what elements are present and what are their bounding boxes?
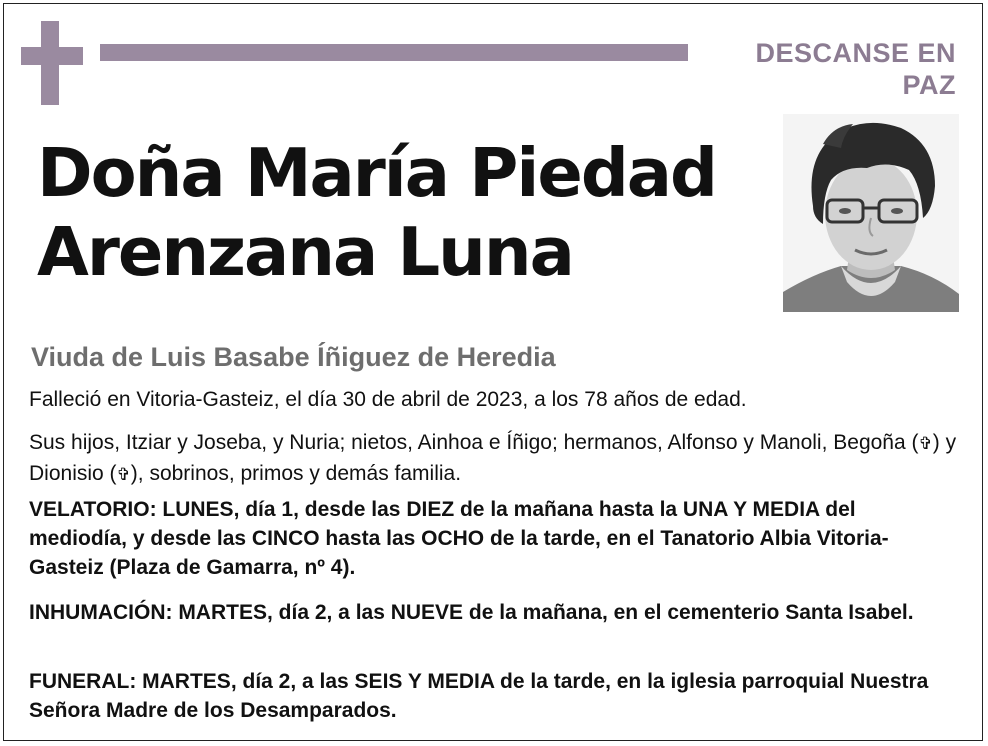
family-text-1: Sus hijos, Itziar y Joseba, y Nuria; nietos, Ainhoa e Íñigo; hermanos, Alfonso y Manoli, Begoña ( <box>29 431 919 454</box>
death-notice: Falleció en Vitoria-Gasteiz, el día 30 de abril de 2023, a los 78 años de edad. <box>29 388 747 411</box>
obituary-card <box>3 3 983 741</box>
rest-in-peace-tagline: DESCANSE EN PAZ <box>755 38 956 100</box>
header-rule <box>100 44 688 61</box>
cross-icon: ✞ <box>116 465 131 485</box>
family-text-3: ), sobrinos, primos y demás familia. <box>130 462 462 485</box>
widow-of-line: Viuda de Luis Basabe Íñiguez de Heredia <box>31 342 556 372</box>
deceased-name <box>37 134 737 292</box>
wake-details: VELATORIO: LUNES, día 1, desde las DIEZ de la mañana hasta la UNA Y MEDIA del mediodía, y desde las CINCO hasta las OCHO de la tarde, en el Tanatorio Albia Vitoria-Gasteiz (Plaza de Gamarra, nº 4). <box>29 498 889 579</box>
family-text-2: ) y Dionisio ( <box>29 431 957 485</box>
family-list <box>29 428 959 490</box>
portrait-illustration <box>783 114 959 312</box>
portrait-photo <box>783 114 959 312</box>
name-line-1: Doña María Piedad <box>37 134 716 212</box>
burial-details: INHUMACIÓN: MARTES, día 2, a las NUEVE de la mañana, en el cementerio Santa Isabel. <box>29 601 914 624</box>
cross-icon-bar <box>21 47 83 65</box>
funeral-details: FUNERAL: MARTES, día 2, a las SEIS Y MEDIA de la tarde, en la iglesia parroquial Nuestra Señora Madre de los Desamparados. <box>29 670 929 722</box>
cross-icon: ✞ <box>918 434 933 454</box>
name-line-2: Arenzana Luna <box>37 213 573 291</box>
